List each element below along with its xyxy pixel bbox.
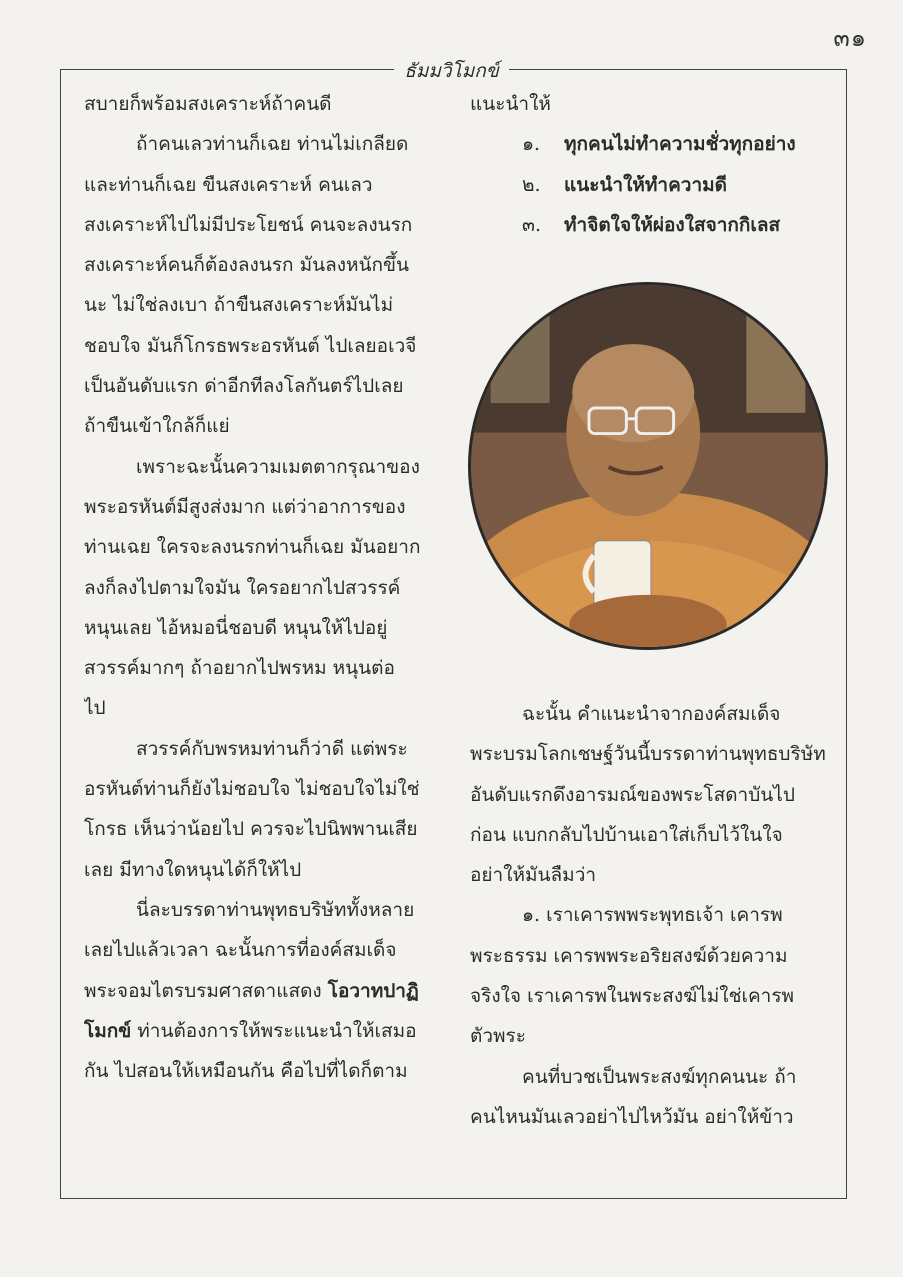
text-line (84, 769, 444, 809)
text-line: พระธรรม เคารพพระอริยสงฆ์ด้วยความ (470, 944, 788, 967)
line-text: เลย มีทางใดหนุนได้ก็ให้ไป (84, 858, 302, 881)
line-text: ท่านต้องการให้พระแนะนำให้เสมอ (131, 1019, 417, 1042)
text-line (84, 648, 444, 688)
text-line: พระบรมโลกเชษฐ์วันนี้บรรดาท่านพุทธบริษัท (470, 743, 826, 766)
portrait-photo (468, 282, 828, 650)
text-line (84, 326, 444, 366)
text-line (84, 809, 444, 849)
text-line (84, 1051, 444, 1091)
line-text: เลยไปแล้วเวลา ฉะนั้นการที่องค์สมเด็จ (84, 939, 397, 962)
text-line (84, 285, 444, 325)
line-text: สงเคราะห์ไปไม่มีประโยชน์ คนจะลงนรก (84, 213, 413, 236)
bold-text: โอวาทปาฏิ (327, 979, 419, 1002)
text-line (84, 608, 444, 648)
list-number: ๒. (522, 173, 541, 196)
list-text: ทำจิตใจให้ผ่องใสจากกิเลส (564, 213, 781, 236)
text-line (84, 245, 444, 285)
list-number: ๓. (522, 213, 542, 236)
line-text: อรหันต์ท่านก็ยังไม่ชอบใจ ไม่ชอบใจไม่ใช่ (84, 778, 420, 801)
text-line (84, 124, 444, 164)
line-text: สวรรค์กับพรหมท่านก็ว่าดี แต่พระ (136, 737, 408, 760)
text-line (84, 406, 444, 446)
line-text: ลงก็ลงไปตามใจมัน ใครอยากไปสวรรค์ (84, 576, 401, 599)
line-text: พระจอมไตรบรมศาสดาแสดง (84, 979, 328, 1002)
text-line (84, 366, 444, 406)
line-text: ถ้าคนเลวท่านก็เฉย ท่านไม่เกลียด (136, 133, 409, 156)
line-text: เป็นอันดับแรก ด่าอีกทีลงโลกันตร์ไปเลย (84, 375, 404, 398)
page-number: ๓๑ (833, 24, 867, 52)
text-line (84, 527, 444, 567)
line-text: กัน ไปสอนให้เหมือนกัน คือไปที่ไดก็ตาม (84, 1060, 408, 1083)
text-line (84, 850, 444, 890)
line-text: และท่านก็เฉย ขืนสงเคราะห์ คนเลว (84, 173, 373, 196)
text-line (84, 729, 444, 769)
list-number: ๑. (522, 133, 541, 156)
line-text: ไป (84, 697, 106, 720)
text-line: จริงใจ เราเคารพในพระสงฆ์ไม่ใช่เคารพ (470, 985, 795, 1008)
line-text: ถ้าขืนเข้าใกล้ก็แย่ (84, 415, 230, 438)
right-column-top (470, 84, 826, 245)
line-text: สบายก็พร้อมสงเคราะห์ถ้าคนดี (84, 93, 332, 115)
list-text: แนะนำให้ทำความดี (564, 173, 728, 196)
text-line: คนไหนมันเลวอย่าไปไหว้มัน อย่าให้ข้าว (470, 1105, 794, 1128)
text-line (84, 447, 444, 487)
text-line (84, 568, 444, 608)
text-line (84, 971, 444, 1011)
text-line (84, 930, 444, 970)
left-column (84, 84, 444, 1091)
text-line: ๑. เราเคารพพระพุทธเจ้า เคารพ (522, 904, 783, 927)
line-text: นี่ละบรรดาท่านพุทธบริษัททั้งหลาย (136, 898, 415, 921)
text-line (84, 84, 444, 124)
text-line (84, 205, 444, 245)
right-column-bottom (470, 694, 826, 1137)
text-line: ก่อน แบกกลับไปบ้านเอาใส่เก็บไว้ในใจ (470, 823, 783, 846)
running-header (0, 56, 903, 86)
line-text: สวรรค์มากๆ ถ้าอยากไปพรหม หนุนต่อ (84, 657, 395, 680)
text-line: ตัวพระ (470, 1025, 526, 1048)
text-line (84, 487, 444, 527)
text-line: อันดับแรกดึงอารมณ์ของพระโสดาบันไป (470, 783, 795, 806)
line-text: ชอบใจ มันก็โกรธพระอรหันต์ ไปเลยอเวจี (84, 334, 417, 357)
bold-text: โมกข์ (84, 1019, 132, 1042)
line-text: สงเคราะห์คนก็ต้องลงนรก มันลงหนักขึ้น (84, 254, 409, 277)
line-text: หนุนเลย ไอ้หมอนี่ชอบดี หนุนให้ไปอยู่ (84, 616, 388, 639)
text-line: คนที่บวชเป็นพระสงฆ์ทุกคนนะ ถ้า (522, 1065, 797, 1088)
header-title: ธัมมวิโมกข์ (394, 60, 509, 82)
list-item (470, 165, 826, 205)
text-line: อย่าให้มันลืมว่า (470, 864, 597, 887)
list-item (470, 124, 826, 164)
text-line (84, 688, 444, 728)
text-line (84, 890, 444, 930)
list-text: ทุกคนไม่ทำความชั่วทุกอย่าง (564, 133, 796, 156)
right-intro: แนะนำให้ (470, 93, 551, 115)
line-text: โกรธ เห็นว่าน้อยไป ควรจะไปนิพพานเสีย (84, 818, 418, 841)
portrait-illustration (471, 285, 825, 647)
line-text: นะ ไม่ใช่ลงเบา ถ้าขืนสงเคราะห์มันไม่ (84, 294, 394, 317)
text-line (84, 1011, 444, 1051)
numbered-list (470, 124, 826, 245)
line-text: พระอรหันต์มีสูงส่งมาก แต่ว่าอาการของ (84, 495, 406, 518)
text-line (84, 165, 444, 205)
list-item (470, 205, 826, 245)
text-line: ฉะนั้น คำแนะนำจากองค์สมเด็จ (522, 703, 781, 725)
line-text: ท่านเฉย ใครจะลงนรกท่านก็เฉย มันอยาก (84, 536, 421, 559)
line-text: เพราะฉะนั้นความเมตตากรุณาของ (136, 455, 420, 478)
